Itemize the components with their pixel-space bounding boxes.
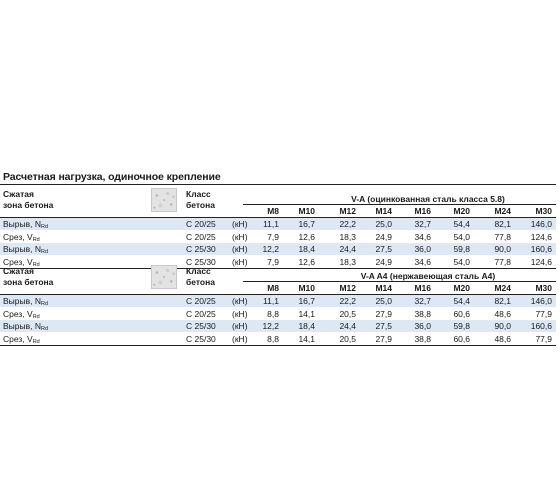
class-header-line2: бетона [186,200,215,210]
value-cell: 27,9 [375,308,392,319]
value-cell: 82,1 [494,296,511,306]
value-cell: 12,6 [298,231,315,242]
zone-header [3,189,53,211]
value-cell: 25,0 [375,219,392,229]
size-header: M30 [535,283,552,293]
value-cell: 59,8 [453,244,470,254]
table-row [0,231,556,243]
value-cell: 27,9 [375,333,392,344]
value-cell: 77,9 [535,308,552,319]
value-cell: 22,2 [339,219,356,229]
load-type-subscript: Rd [41,249,49,255]
zone-header-line1: Сжатая [3,266,34,276]
value-cell: 11,1 [263,296,279,306]
table-row [0,218,556,230]
load-type-subscript: Rd [32,313,40,320]
unit-cell: (кН) [232,296,248,306]
block-header [0,262,556,294]
value-cell: 124,6 [530,231,552,242]
value-cell: 12,6 [298,256,315,267]
block-header [0,185,556,217]
unit-cell: (кН) [232,308,248,319]
load-type-label: Вырыв, N [3,219,41,229]
value-cell: 77,8 [494,256,511,267]
value-cell: 54,4 [453,296,470,306]
unit-cell: (кН) [232,333,248,344]
unit-cell: (кН) [232,256,248,267]
value-cell: 7,9 [267,256,279,267]
size-header: M20 [453,206,470,216]
zone-header-line2: зона бетона [3,200,54,210]
value-cell: 25,0 [375,296,392,306]
load-type-label: Вырыв, N [3,321,41,331]
unit-cell: (кН) [232,231,248,242]
value-cell: 24,9 [375,256,392,267]
load-type-subscript: Rd [32,236,40,243]
value-cell: 82,1 [494,219,511,229]
load-type-subscript: Rd [41,326,49,332]
class-header-line1: Класс [186,189,211,199]
concrete-class-cell: C 20/25 [186,296,216,306]
value-cell: 18,3 [339,256,356,267]
size-header: M12 [339,206,356,216]
value-cell: 27,5 [375,321,392,331]
value-cell: 90,0 [494,321,511,331]
table-title: Расчетная нагрузка, одиночное крепление [3,171,221,183]
zone-header [3,266,53,288]
value-cell: 24,9 [375,231,392,242]
load-type-label: Вырыв, N [3,244,41,254]
size-header: M16 [414,206,431,216]
zone-header-line2: зона бетона [3,277,54,287]
value-cell: 146,0 [530,296,552,306]
value-cell: 36,0 [414,244,431,254]
value-cell: 77,8 [494,231,511,242]
value-cell: 14,1 [298,308,315,319]
class-header-line2: бетона [186,277,215,287]
concrete-class-cell: C 20/25 [186,308,216,319]
value-cell: 27,5 [375,244,392,254]
value-cell: 48,6 [494,308,511,319]
concrete-texture-icon [151,188,177,212]
value-cell: 32,7 [414,219,431,229]
value-cell: 54,0 [453,256,470,267]
unit-cell: (кН) [232,321,248,331]
value-cell: 90,0 [494,244,511,254]
size-header: M14 [375,283,392,293]
size-header: M20 [453,283,470,293]
value-cell: 60,6 [453,333,470,344]
size-header: M8 [267,283,279,293]
value-cell: 24,4 [339,244,356,254]
concrete-texture-icon [151,265,177,289]
table-row [0,333,556,345]
size-header: M8 [267,206,279,216]
value-cell: 36,0 [414,321,431,331]
size-header: M14 [375,206,392,216]
value-cell: 14,1 [298,333,315,344]
class-header [186,266,215,288]
value-cell: 54,4 [453,219,470,229]
value-cell: 54,0 [453,231,470,242]
value-cell: 20,5 [339,333,356,344]
class-header [186,189,215,211]
value-cell: 12,2 [262,244,279,254]
value-cell: 34,6 [414,256,431,267]
value-cell: 18,4 [298,244,315,254]
steel-type-header: V-A A4 (нержавеющая сталь А4) [360,271,496,281]
size-header: M10 [298,206,315,216]
load-type-label: Срез, V [3,256,33,267]
zone-header-line1: Сжатая [3,189,34,199]
value-cell: 7,9 [267,231,279,242]
table-row [0,308,556,320]
steel-type-header: V-A (оцинкованная сталь класса 5.8) [351,194,505,204]
value-cell: 8,8 [267,333,279,344]
value-cell: 16,7 [298,296,315,306]
concrete-class-cell: C 25/30 [186,244,216,254]
steel-header-rule [243,204,556,205]
load-type-label: Срез, V [3,308,33,319]
class-header-line1: Класс [186,266,211,276]
value-cell: 20,5 [339,308,356,319]
steel-header-rule [243,281,556,282]
load-type-label: Срез, V [3,333,33,344]
value-cell: 24,4 [339,321,356,331]
table-row [0,295,556,307]
table-block-2 [0,262,556,346]
value-cell: 160,6 [530,321,552,331]
load-type-label: Срез, V [3,231,33,242]
concrete-class-cell: C 20/25 [186,231,216,242]
load-type-subscript: Rd [32,261,40,268]
value-cell: 12,2 [262,321,279,331]
value-cell: 38,8 [414,333,431,344]
concrete-class-cell: C 25/30 [186,333,216,344]
value-cell: 146,0 [530,219,552,229]
block-bottom-rule [0,345,556,346]
concrete-class-cell: C 20/25 [186,219,216,229]
size-header: M24 [494,283,511,293]
value-cell: 32,7 [414,296,431,306]
concrete-class-cell: C 25/30 [186,256,216,267]
load-type-subscript: Rd [41,224,49,230]
value-cell: 22,2 [339,296,356,306]
value-cell: 11,1 [263,219,279,229]
table-block-1 [0,185,556,269]
value-cell: 18,4 [298,321,315,331]
value-cell: 124,6 [530,256,552,267]
load-type-subscript: Rd [32,338,40,345]
value-cell: 60,6 [453,308,470,319]
value-cell: 160,6 [530,244,552,254]
concrete-class-cell: C 25/30 [186,321,216,331]
load-type-subscript: Rd [41,301,49,307]
size-header: M30 [535,206,552,216]
value-cell: 18,3 [339,231,356,242]
table-row [0,320,556,332]
table-row [0,243,556,255]
value-cell: 48,6 [494,333,511,344]
load-type-label: Вырыв, N [3,296,41,306]
size-header: M12 [339,283,356,293]
size-header: M16 [414,283,431,293]
unit-cell: (кН) [232,244,248,254]
value-cell: 38,8 [414,308,431,319]
value-cell: 77,9 [535,333,552,344]
size-header: M10 [298,283,315,293]
value-cell: 16,7 [298,219,315,229]
size-header: M24 [494,206,511,216]
value-cell: 34,6 [414,231,431,242]
value-cell: 59,8 [453,321,470,331]
value-cell: 8,8 [267,308,279,319]
unit-cell: (кН) [232,219,248,229]
